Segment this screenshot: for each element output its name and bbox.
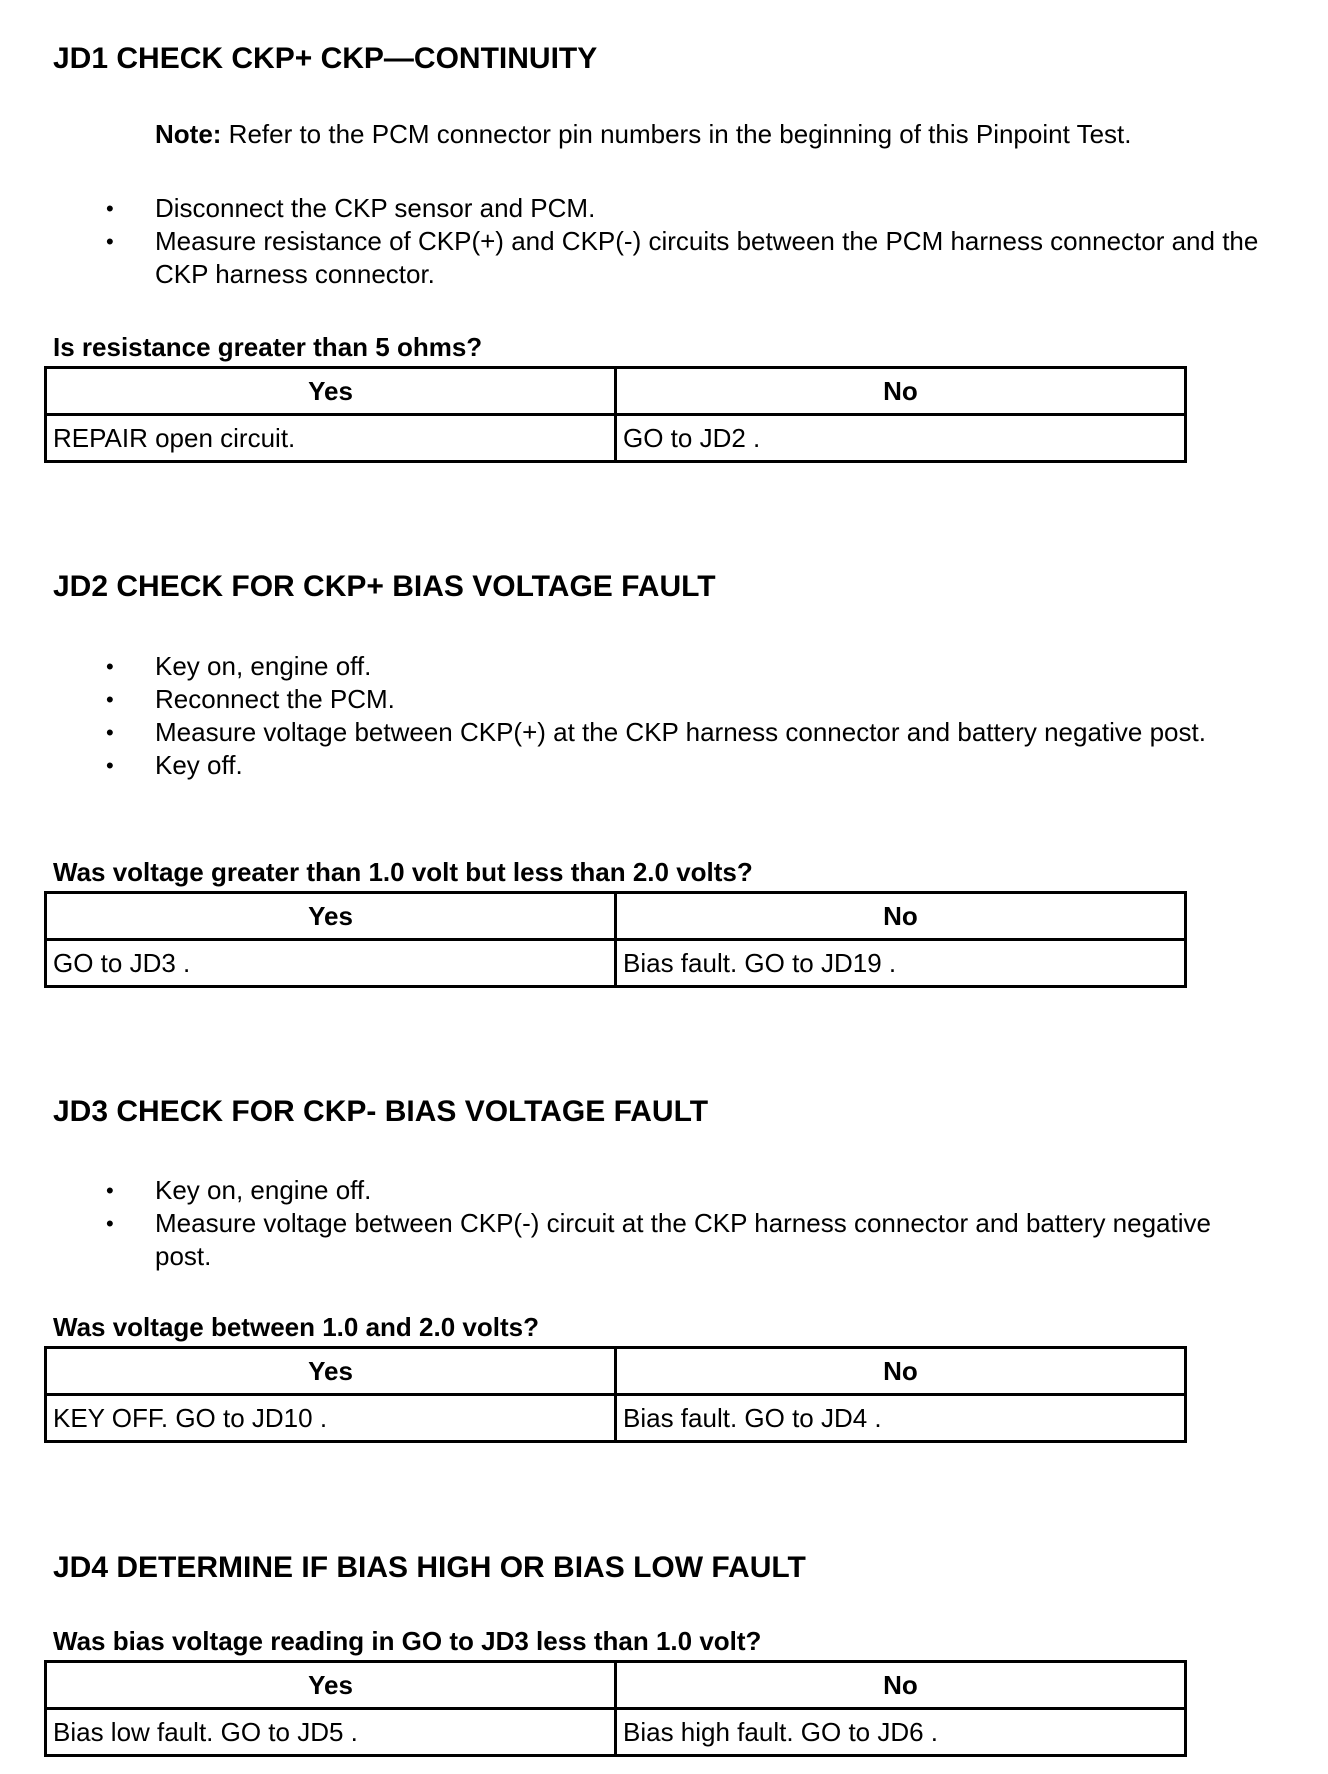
no-action-cell: GO to JD2 . [616, 415, 1186, 462]
yes-column-header: Yes [46, 893, 616, 940]
list-item: • Measure resistance of CKP(+) and CKP(-) circuits between the PCM harness connector and the CKP harness connector. [106, 226, 1259, 289]
note-text: Refer to the PCM connector pin numbers in the beginning of this Pinpoint Test. [221, 119, 1132, 149]
yes-action-cell: KEY OFF. GO to JD10 . [46, 1395, 616, 1442]
yes-action-cell: GO to JD3 . [46, 940, 616, 987]
section-heading-jd4: JD4 DETERMINE IF BIAS HIGH OR BIAS LOW FAULT [53, 1551, 806, 1584]
table-header-row [46, 893, 1186, 940]
list-item: • Measure voltage between CKP(+) at the CKP harness connector and battery negative post. [106, 717, 1206, 747]
yes-action-cell: REPAIR open circuit. [46, 415, 616, 462]
table-row [46, 1709, 1186, 1756]
bullet-icon: • [106, 229, 114, 254]
bullet-icon: • [106, 654, 114, 679]
yes-action-cell: Bias low fault. GO to JD5 . [46, 1709, 616, 1756]
question-jd2: Was voltage greater than 1.0 volt but less than 2.0 volts? [53, 857, 753, 887]
table-row [46, 1395, 1186, 1442]
yes-no-table-jd4 [44, 1660, 1187, 1757]
question-jd4: Was bias voltage reading in GO to JD3 less than 1.0 volt? [53, 1626, 762, 1656]
list-item: • Key off. [106, 750, 243, 780]
no-column-header: No [616, 893, 1186, 940]
list-item: • Key on, engine off. [106, 651, 372, 681]
no-action-cell: Bias high fault. GO to JD6 . [616, 1709, 1186, 1756]
yes-no-table-jd1 [44, 366, 1187, 463]
bullet-list-jd3 [0, 1174, 1328, 1273]
yes-column-header: Yes [46, 1662, 616, 1709]
list-item: • Measure voltage between CKP(-) circuit at the CKP harness connector and battery negative post. [106, 1208, 1211, 1271]
bullet-icon: • [106, 196, 114, 221]
list-item: • Key on, engine off. [106, 1175, 372, 1205]
yes-no-table-jd3 [44, 1346, 1187, 1443]
bullet-icon: • [106, 1211, 114, 1236]
table-row [46, 415, 1186, 462]
question-jd1: Is resistance greater than 5 ohms? [53, 332, 483, 362]
no-action-cell: Bias fault. GO to JD19 . [616, 940, 1186, 987]
note-label: Note: [155, 119, 222, 149]
section-heading-jd1: JD1 CHECK CKP+ CKP—CONTINUITY [53, 42, 598, 75]
bullet-icon: • [106, 753, 114, 778]
note-jd1 [155, 118, 1131, 151]
no-column-header: No [616, 368, 1186, 415]
bullet-icon: • [106, 1178, 114, 1203]
table-header-row [46, 1662, 1186, 1709]
yes-no-table-jd2 [44, 891, 1187, 988]
bullet-icon: • [106, 687, 114, 712]
table-header-row [46, 1348, 1186, 1395]
no-column-header: No [616, 1348, 1186, 1395]
yes-column-header: Yes [46, 1348, 616, 1395]
table-row [46, 940, 1186, 987]
question-jd3: Was voltage between 1.0 and 2.0 volts? [53, 1312, 539, 1342]
no-action-cell: Bias fault. GO to JD4 . [616, 1395, 1186, 1442]
bullet-list-jd1 [0, 192, 1328, 291]
yes-column-header: Yes [46, 368, 616, 415]
bullet-list-jd2 [0, 650, 1328, 782]
bullet-icon: • [106, 720, 114, 745]
section-heading-jd3: JD3 CHECK FOR CKP- BIAS VOLTAGE FAULT [53, 1095, 709, 1128]
no-column-header: No [616, 1662, 1186, 1709]
section-heading-jd2: JD2 CHECK FOR CKP+ BIAS VOLTAGE FAULT [53, 570, 716, 603]
list-item: • Reconnect the PCM. [106, 684, 395, 714]
table-header-row [46, 368, 1186, 415]
list-item: • Disconnect the CKP sensor and PCM. [106, 193, 596, 223]
